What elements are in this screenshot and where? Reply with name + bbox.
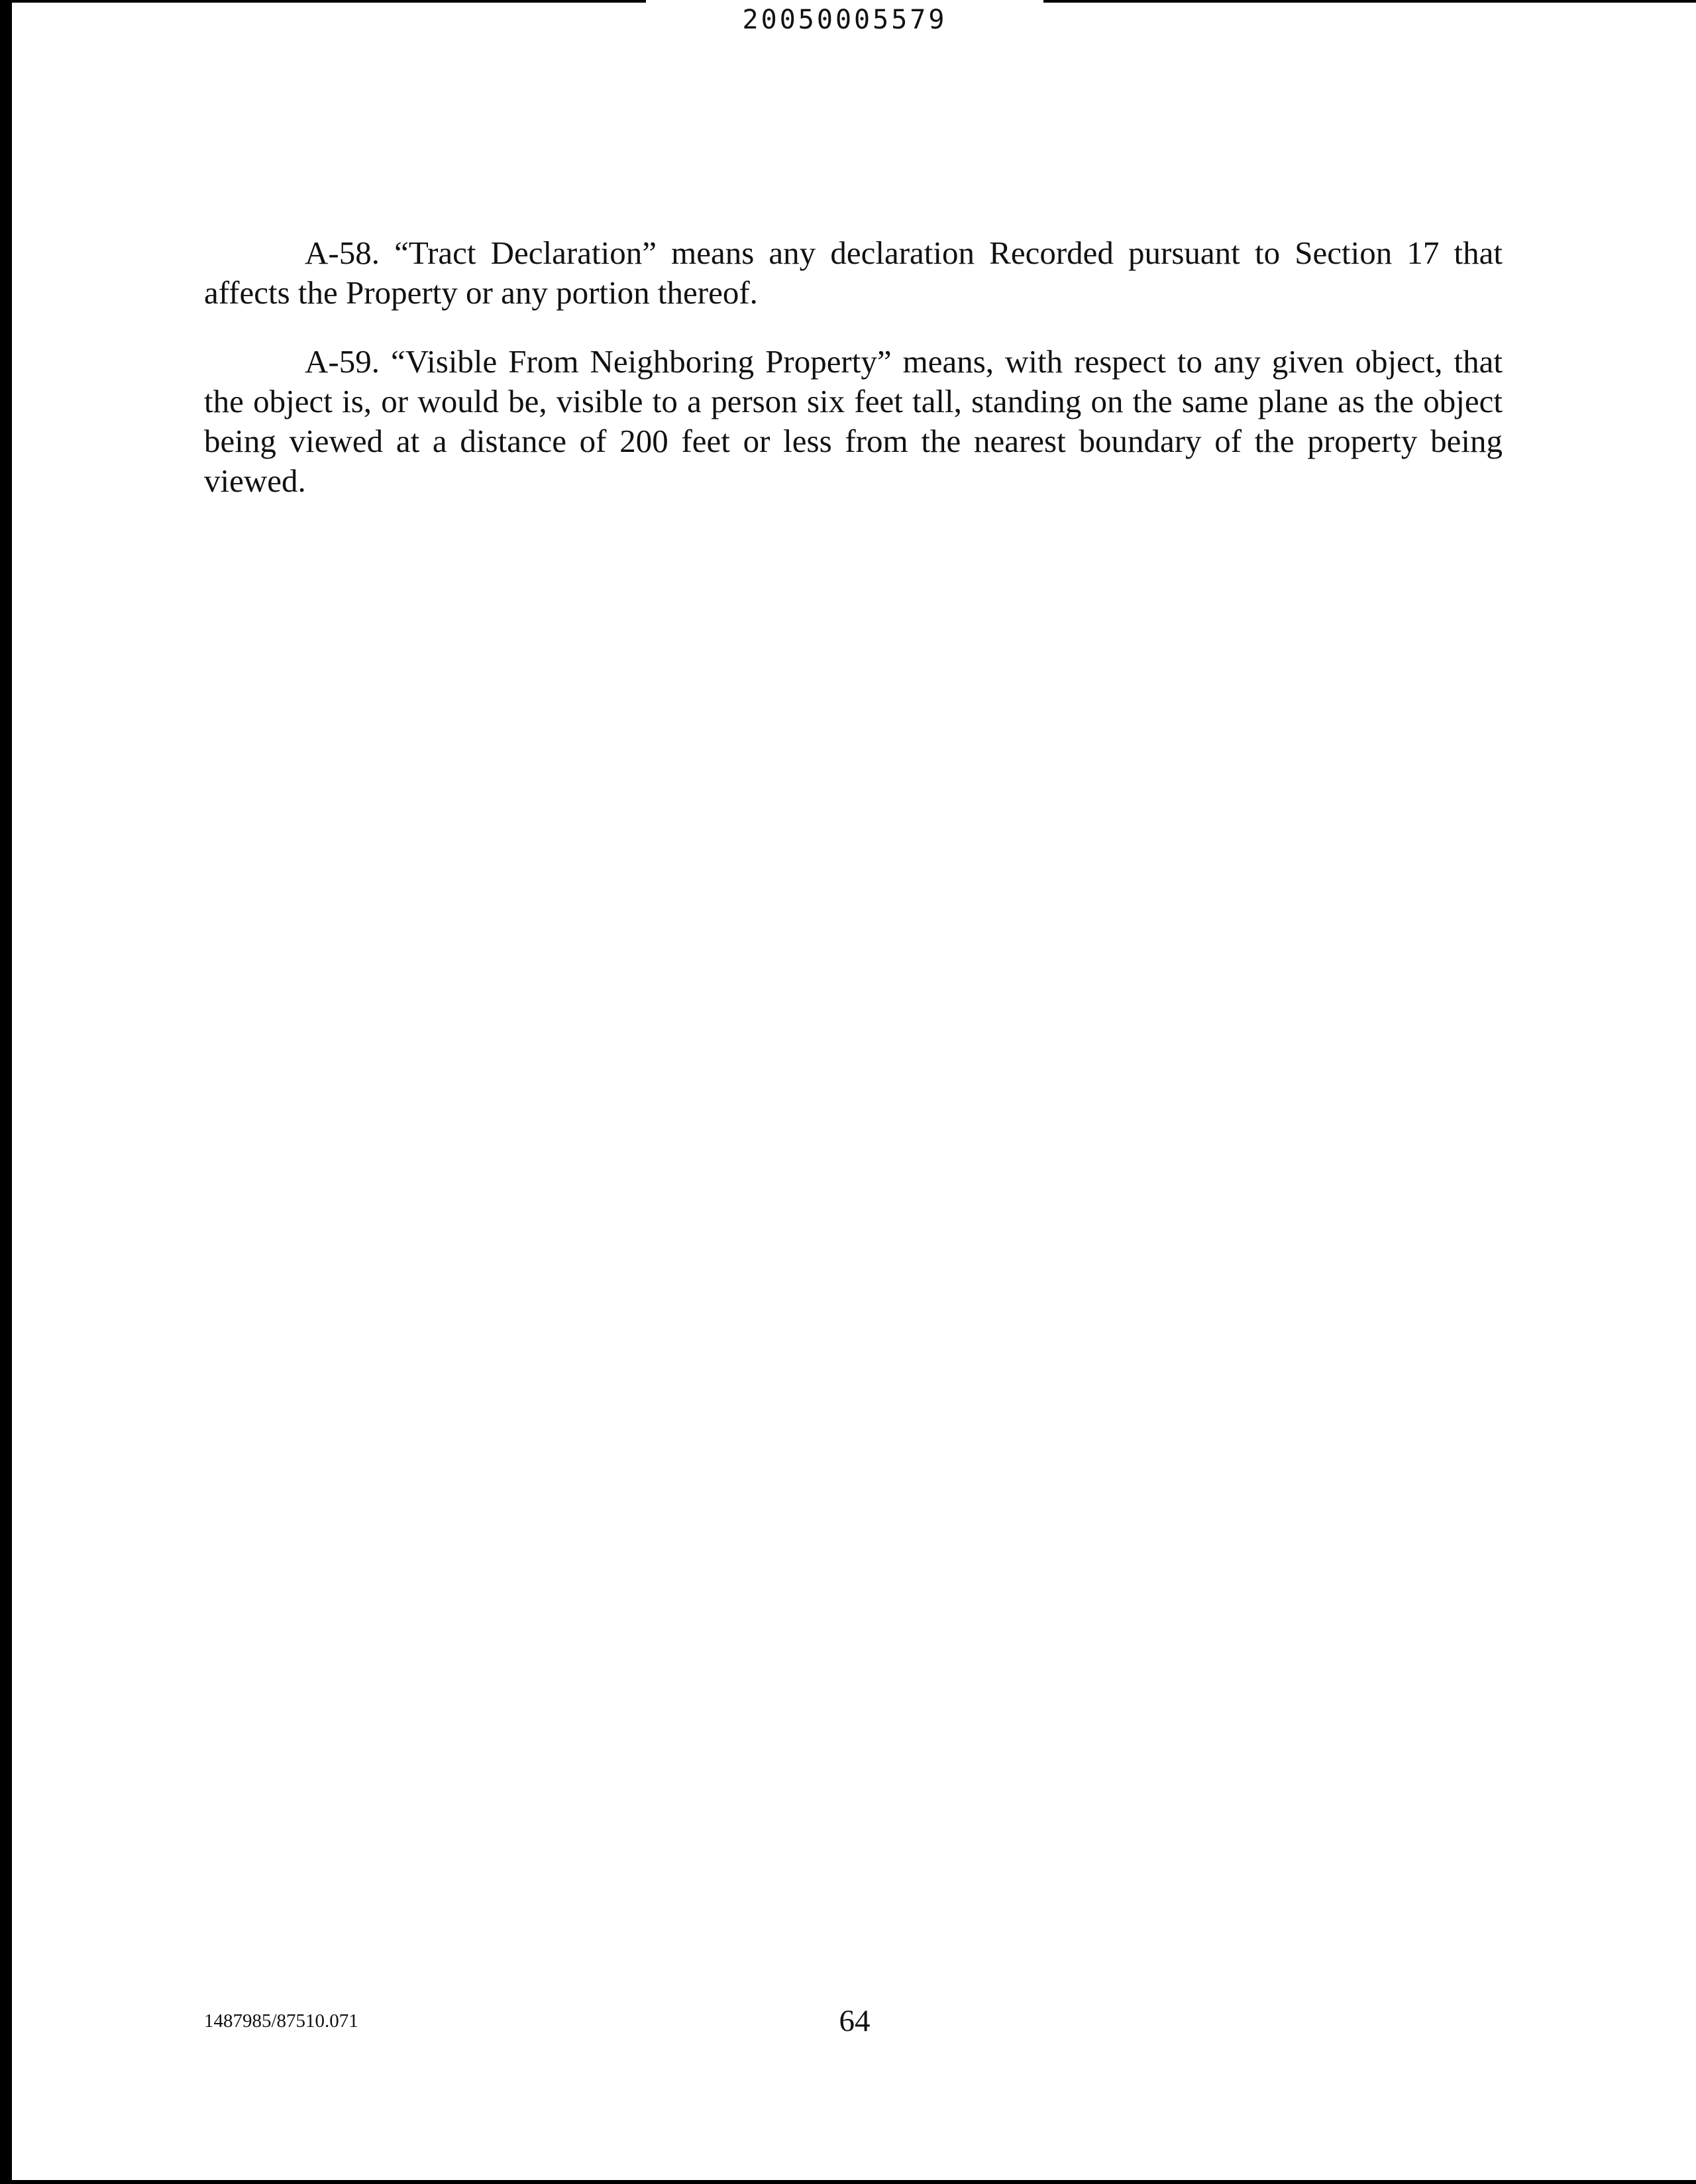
paragraph-a-58: A-58. “Tract Declaration” means any declaration Recorded pursuant to Section 17 that affects the Property or any portion thereof.	[204, 235, 1503, 311]
page-border-bottom	[0, 2180, 1696, 2184]
paragraph-a-59: A-59. “Visible From Neighboring Property” means, with respect to any given object, that the object is, or would be, visible to a person six feet tall, standing on the same plane as the object being viewed at a distance of 200 feet or less from the nearest boundary of the property being viewed.	[204, 343, 1503, 499]
recording-number: 20050005579	[742, 5, 947, 35]
page-border-left	[0, 0, 12, 2184]
top-rule-right	[1043, 0, 1696, 3]
top-rule-left	[0, 0, 646, 3]
footer-document-id: 1487985/87510.071	[204, 2010, 358, 2032]
page-number: 64	[839, 2004, 871, 2038]
document-body	[204, 233, 1503, 530]
